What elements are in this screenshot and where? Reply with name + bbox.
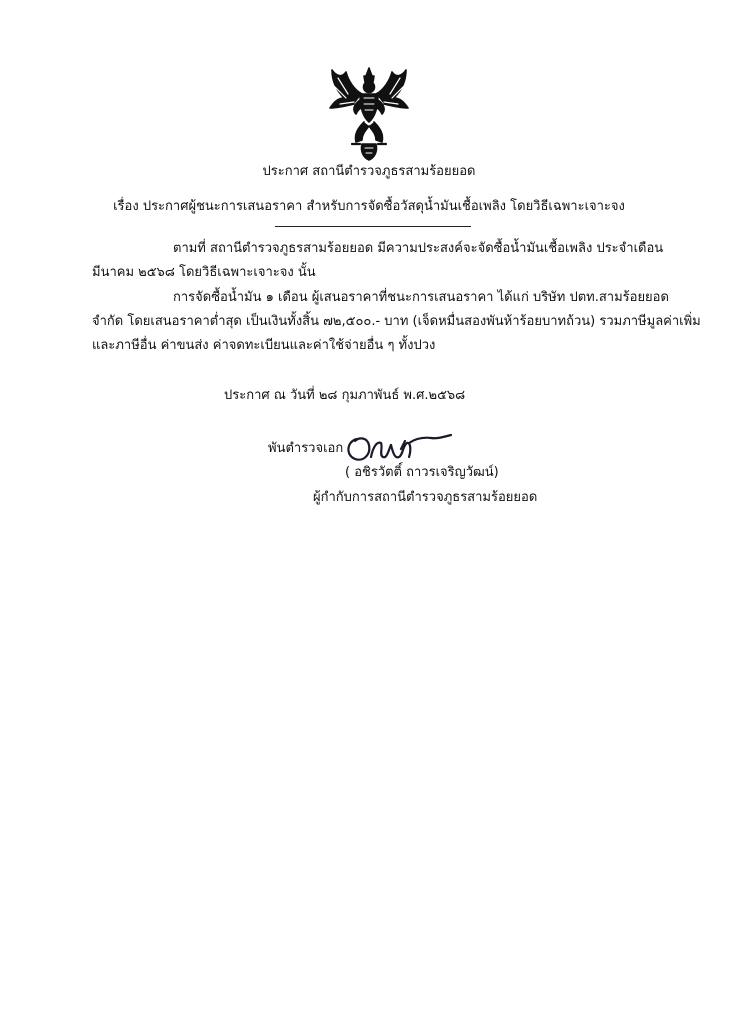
- signatory-name: ( อชิรวัตติ์ ถาวรเจริญวัฒน์): [345, 465, 499, 480]
- body-paragraph-2-line-3: และภาษีอื่น ค่าขนส่ง ค่าจดทะเบียนและค่าใช้จ่ายอื่น ๆ ทั้งปวง: [92, 338, 436, 353]
- signature-rank: พันตำรวจเอก: [268, 441, 344, 456]
- signatory-position: ผู้กำกับการสถานีตำรวจภูธรสามร้อยยอด: [313, 490, 538, 505]
- garuda-emblem-icon: [326, 64, 412, 162]
- body-paragraph-2-line-2: จำกัด โดยเสนอราคาต่ำสุด เป็นเงินทั้งสิ้น ๗๒,๕๐๐.- บาท (เจ็ดหมื่นสองพันห้าร้อยบาทถ้วน) รวมภาษีมูลค่าเพิ่ม: [92, 314, 701, 329]
- body-paragraph-1-line-2: มีนาคม ๒๕๖๘ โดยวิธีเฉพาะเจาะจง นั้น: [92, 265, 316, 280]
- body-paragraph-2-line-1: การจัดซื้อน้ำมัน ๑ เดือน ผู้เสนอราคาที่ชนะการเสนอราคา ได้แก่ บริษัท ปตท.สามร้อยยอด: [173, 290, 669, 305]
- date-line: ประกาศ ณ วันที่ ๒๘ กุมภาพันธ์ พ.ศ.๒๕๖๘: [224, 388, 466, 403]
- title-divider: [275, 226, 471, 227]
- issuer-line: ประกาศ สถานีตำรวจภูธรสามร้อยยอด: [262, 164, 476, 179]
- subject-line: เรื่อง ประกาศผู้ชนะการเสนอราคา สำหรับการจัดซื้อวัสดุน้ำมันเชื้อเพลิง โดยวิธีเฉพาะเจาะจง: [113, 199, 625, 214]
- body-paragraph-1-line-1: ตามที่ สถานีตำรวจภูธรสามร้อยยอด มีความประสงค์จะจัดซื้อน้ำมันเชื้อเพลิง ประจำเดือน: [173, 241, 664, 256]
- signature-scribble: [343, 429, 453, 465]
